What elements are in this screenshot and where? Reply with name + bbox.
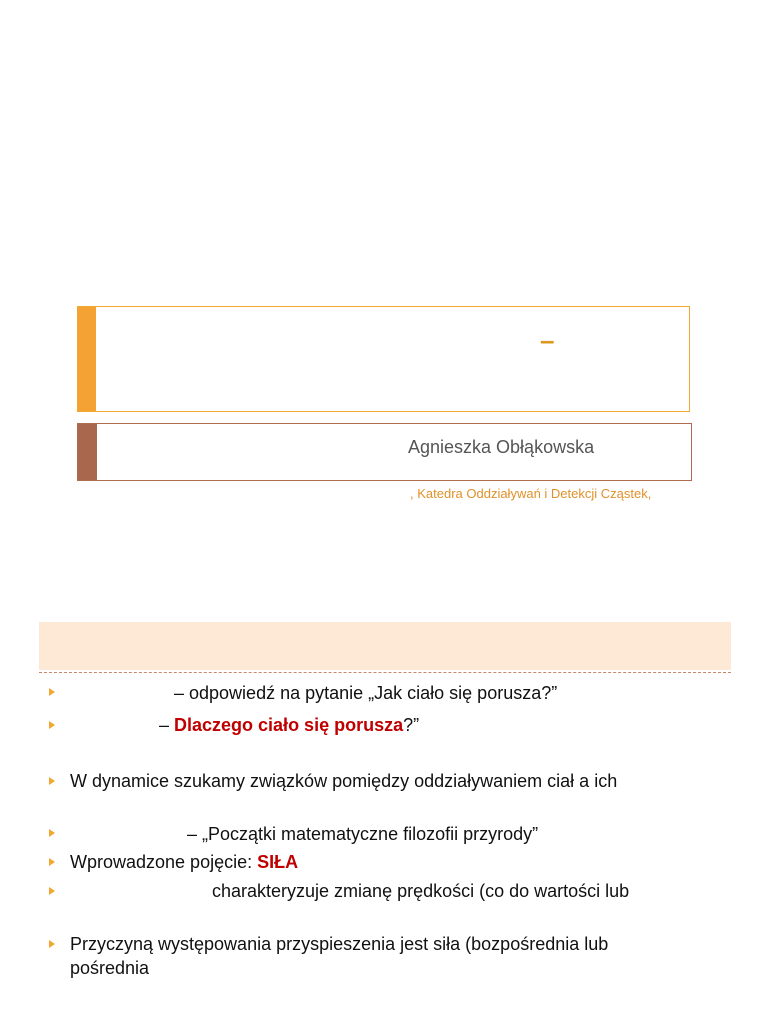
author-box [77,423,692,481]
bullet-highlight: SIŁA [257,852,299,872]
bullet-item [159,715,419,736]
bullet-prefix: – [159,715,175,735]
bullet-item-continuation: pośrednia [70,958,150,978]
title-box [77,306,690,412]
bullet-item [70,852,298,873]
bullet-highlight: Dlaczego ciało się porusza [174,715,404,735]
bullet-prefix: Wprowadzone pojęcie: [70,852,258,872]
bullet-item: – „Początki matematyczne filozofii przyrody” [187,824,539,844]
bullet-suffix: ?” [403,715,420,735]
bullet-item: Przyczyną występowania przyspieszenia jest siła (bozpośrednia lub [70,934,609,954]
bullet-item: charakteryzuje zmianę prędkości (co do wartości lub [212,881,630,901]
author-accent-bar [78,424,97,480]
bullet-arrow-icon [49,688,55,696]
bullet-arrow-icon [49,940,55,948]
bullet-item: – odpowiedź na pytanie „Jak ciało się porusza?” [174,683,558,703]
bullet-item: W dynamice szukamy związków pomiędzy oddziaływaniem ciał a ich [70,771,618,791]
slide-header-band [39,622,731,670]
header-divider [39,672,731,673]
title-accent-bar [78,307,96,411]
title-dash: – [540,325,555,355]
bullet-arrow-icon [49,777,55,785]
author-name: Agnieszka Obłąkowska [408,437,595,457]
affiliation-text: , Katedra Oddziaływań i Detekcji Cząstek, [410,486,652,501]
bullet-arrow-icon [49,887,55,895]
bullet-arrow-icon [49,829,55,837]
bullet-arrow-icon [49,721,55,729]
bullet-arrow-icon [49,858,55,866]
